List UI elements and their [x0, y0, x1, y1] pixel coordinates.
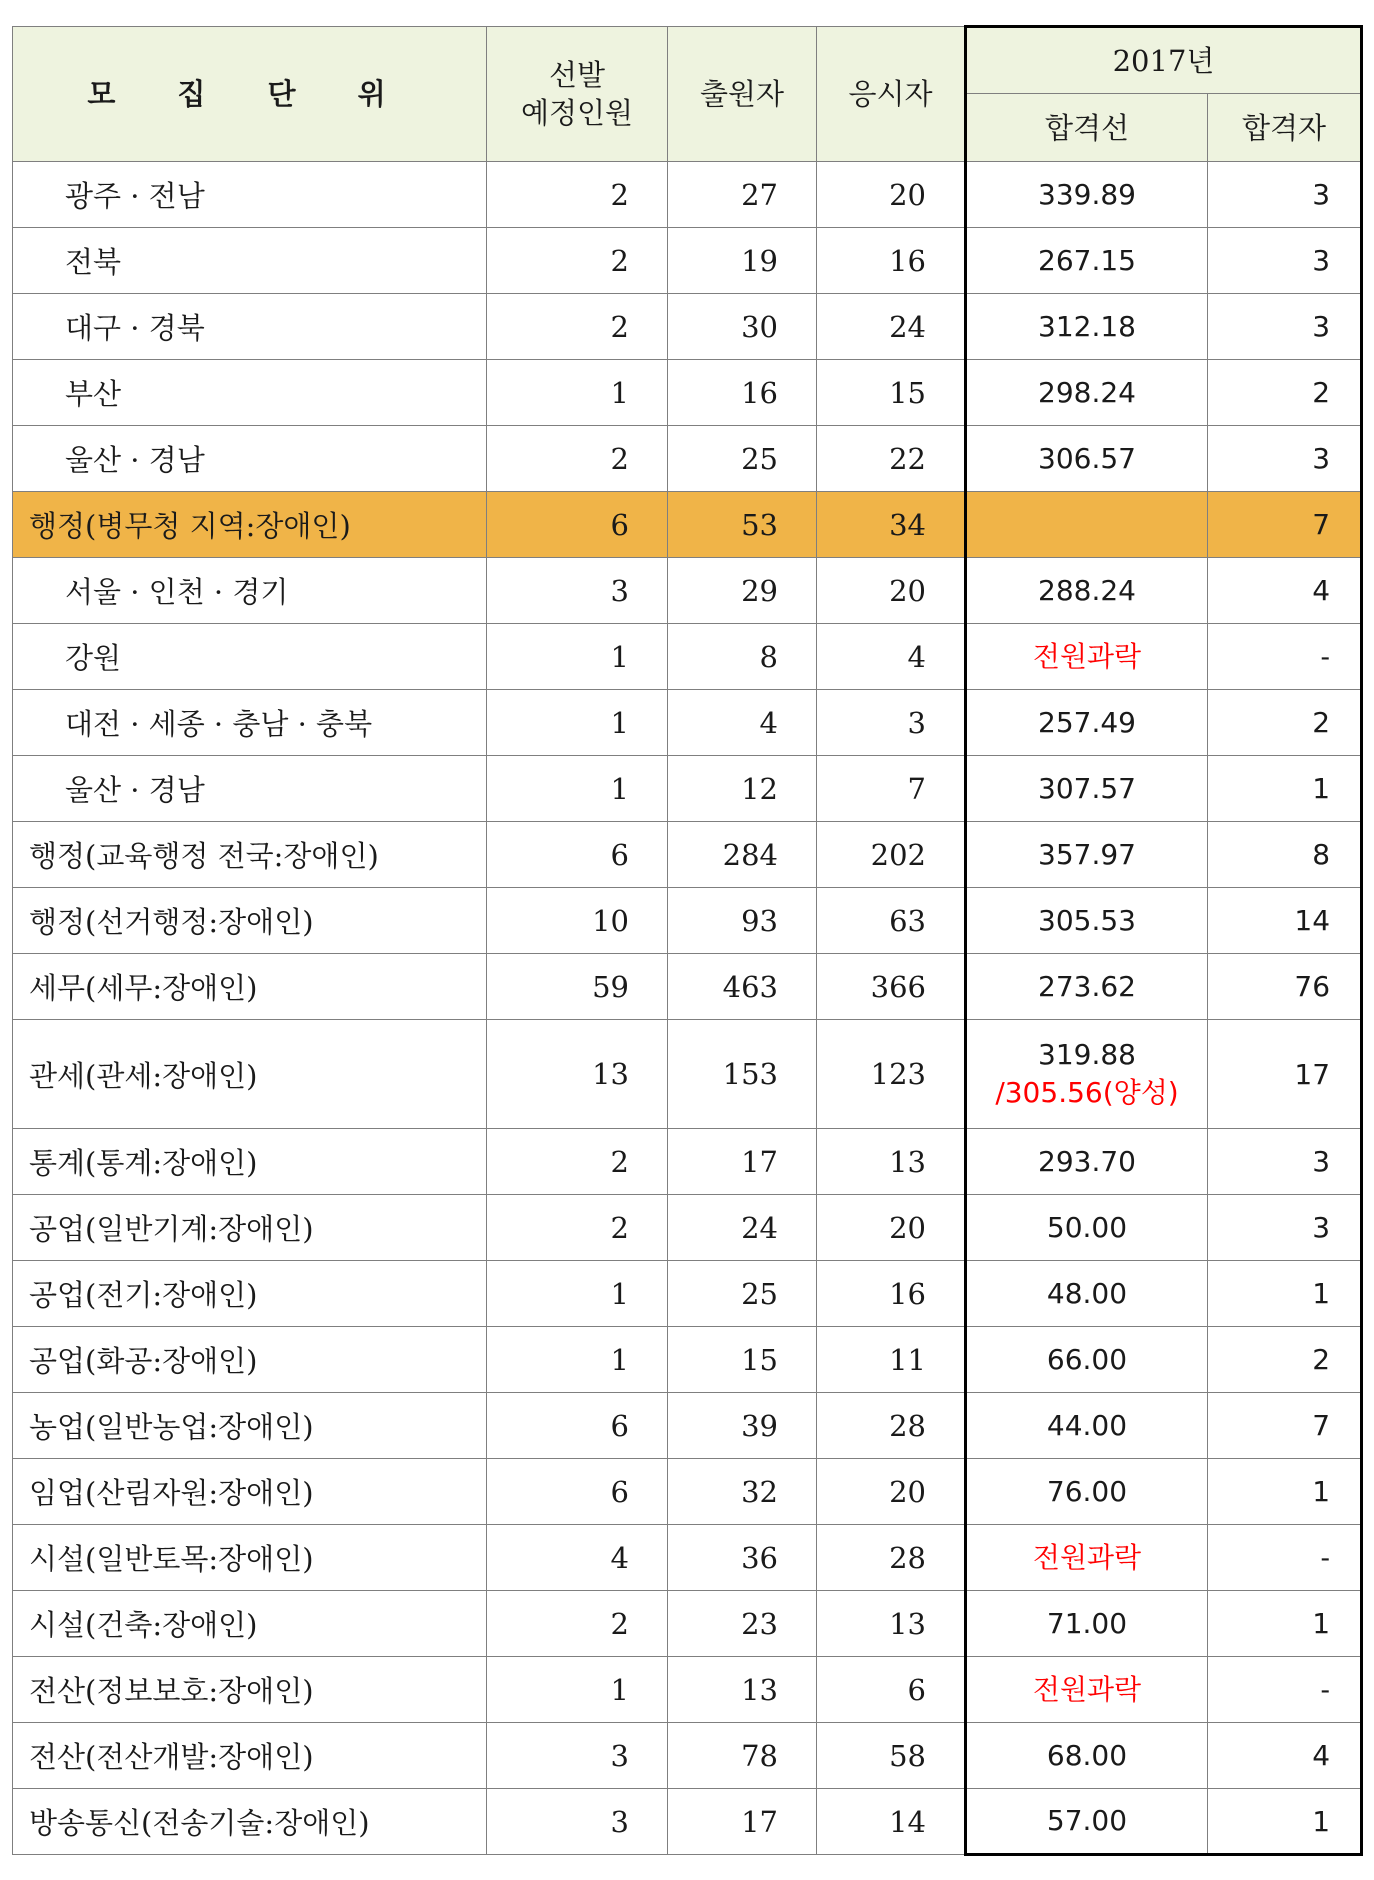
cutoff-score: [966, 822, 1208, 888]
passed-count: 2: [1208, 360, 1362, 426]
taker-count: 202: [817, 822, 966, 888]
cutoff-value: 298.24: [1038, 375, 1136, 409]
planned-count: 6: [487, 1393, 668, 1459]
cutoff-score: [966, 1195, 1208, 1261]
taker-count: 6: [817, 1657, 966, 1723]
header-planned-line2: 예정인원: [520, 96, 634, 130]
applicant-count: 17: [668, 1789, 817, 1855]
unit-name: 세무(세무:장애인): [13, 954, 487, 1020]
unit-name: 시설(일반토목:장애인): [13, 1525, 487, 1591]
applicant-count: 15: [668, 1327, 817, 1393]
passed-count: 3: [1208, 1129, 1362, 1195]
unit-name: 전산(정보보호:장애인): [13, 1657, 487, 1723]
taker-count: 28: [817, 1393, 966, 1459]
cutoff-score: [966, 1129, 1208, 1195]
taker-count: 63: [817, 888, 966, 954]
table-row: [13, 228, 1362, 294]
passed-count: 3: [1208, 1195, 1362, 1261]
cutoff-score: [966, 888, 1208, 954]
taker-count: 13: [817, 1129, 966, 1195]
unit-name: 임업(산림자원:장애인): [13, 1459, 487, 1525]
table-row: [13, 1459, 1362, 1525]
cutoff-score: [966, 1525, 1208, 1591]
unit-name: 시설(건축:장애인): [13, 1591, 487, 1657]
table-row: [13, 822, 1362, 888]
passed-count: 2: [1208, 1327, 1362, 1393]
cutoff-score: [966, 1261, 1208, 1327]
recruitment-results-table: [12, 25, 1363, 1856]
cutoff-score: [966, 162, 1208, 228]
passed-count: 17: [1208, 1020, 1362, 1129]
table-row: [13, 162, 1362, 228]
taker-count: 14: [817, 1789, 966, 1855]
table-row: [13, 294, 1362, 360]
cutoff-score: [966, 1020, 1208, 1129]
unit-name: 행정(교육행정 전국:장애인): [13, 822, 487, 888]
unit-name: 행정(선거행정:장애인): [13, 888, 487, 954]
applicant-count: 53: [668, 492, 817, 558]
cutoff-value: 68.00: [1046, 1738, 1128, 1772]
applicant-count: 39: [668, 1393, 817, 1459]
applicant-count: 93: [668, 888, 817, 954]
applicant-count: 25: [668, 1261, 817, 1327]
cutoff-score: [966, 426, 1208, 492]
cutoff-value: 57.00: [1046, 1804, 1128, 1837]
unit-name: 광주 · 전남: [13, 162, 487, 228]
planned-count: 3: [487, 558, 668, 624]
cutoff-value: 전원과락: [1032, 1672, 1142, 1706]
header-planned: [487, 27, 668, 162]
applicant-count: 24: [668, 1195, 817, 1261]
passed-count: 8: [1208, 822, 1362, 888]
header-applicants: 출원자: [668, 27, 817, 162]
cutoff-value: 273.62: [1038, 969, 1136, 1003]
planned-count: 1: [487, 1261, 668, 1327]
cutoff-value: 76.00: [1046, 1474, 1128, 1508]
header-planned-line1: 선발: [548, 58, 606, 92]
header-unit: 모 집 단 위: [13, 27, 487, 162]
results-table-container: [12, 25, 1363, 1856]
cutoff-score: [966, 360, 1208, 426]
unit-name: 통계(통계:장애인): [13, 1129, 487, 1195]
cutoff-value: 305.53: [1038, 903, 1136, 937]
table-row: [13, 1525, 1362, 1591]
cutoff-score: [966, 1393, 1208, 1459]
table-row: [13, 1591, 1362, 1657]
cutoff-extra-value: /305.56(양성): [995, 1076, 1179, 1109]
unit-name: 공업(화공:장애인): [13, 1327, 487, 1393]
passed-count: 4: [1208, 1723, 1362, 1789]
applicant-count: 19: [668, 228, 817, 294]
table-row: [13, 426, 1362, 492]
passed-count: 7: [1208, 492, 1362, 558]
passed-count: 1: [1208, 1459, 1362, 1525]
planned-count: 3: [487, 1723, 668, 1789]
cutoff-value: 전원과락: [1032, 1540, 1142, 1574]
planned-count: 1: [487, 756, 668, 822]
planned-count: 2: [487, 294, 668, 360]
applicant-count: 17: [668, 1129, 817, 1195]
unit-name: 대전 · 세종 · 충남 · 충북: [13, 690, 487, 756]
applicant-count: 463: [668, 954, 817, 1020]
cutoff-score: [966, 954, 1208, 1020]
taker-count: 366: [817, 954, 966, 1020]
planned-count: 59: [487, 954, 668, 1020]
applicant-count: 13: [668, 1657, 817, 1723]
applicant-count: 30: [668, 294, 817, 360]
table-row: [13, 756, 1362, 822]
cutoff-score: [966, 1789, 1208, 1855]
applicant-count: 12: [668, 756, 817, 822]
cutoff-value: 44.00: [1046, 1408, 1128, 1442]
cutoff-score: [966, 294, 1208, 360]
planned-count: 2: [487, 228, 668, 294]
taker-count: 13: [817, 1591, 966, 1657]
planned-count: 4: [487, 1525, 668, 1591]
taker-count: 58: [817, 1723, 966, 1789]
table-row: [13, 1327, 1362, 1393]
table-row: [13, 1129, 1362, 1195]
applicant-count: 78: [668, 1723, 817, 1789]
unit-name: 관세(관세:장애인): [13, 1020, 487, 1129]
applicant-count: 25: [668, 426, 817, 492]
table-row: [13, 888, 1362, 954]
table-row: [13, 1657, 1362, 1723]
cutoff-value: 357.97: [1038, 837, 1136, 871]
unit-name: 전산(전산개발:장애인): [13, 1723, 487, 1789]
applicant-count: 23: [668, 1591, 817, 1657]
planned-count: 2: [487, 1129, 668, 1195]
taker-count: 20: [817, 1195, 966, 1261]
header-passed: 합격자: [1208, 94, 1362, 162]
table-body: [13, 162, 1362, 1855]
passed-count: -: [1208, 1525, 1362, 1591]
passed-count: 3: [1208, 294, 1362, 360]
unit-name: 부산: [13, 360, 487, 426]
table-row: [13, 1020, 1362, 1129]
table-row: [13, 690, 1362, 756]
planned-count: 6: [487, 822, 668, 888]
planned-count: 2: [487, 162, 668, 228]
taker-count: 28: [817, 1525, 966, 1591]
cutoff-value: 267.15: [1038, 243, 1136, 277]
cutoff-score: [966, 492, 1208, 558]
taker-count: 16: [817, 228, 966, 294]
unit-name: 공업(일반기계:장애인): [13, 1195, 487, 1261]
taker-count: 4: [817, 624, 966, 690]
header-year: 2017년: [966, 27, 1362, 94]
taker-count: 24: [817, 294, 966, 360]
unit-name: 강원: [13, 624, 487, 690]
table-row: [13, 558, 1362, 624]
taker-count: 20: [817, 558, 966, 624]
cutoff-score: [966, 1327, 1208, 1393]
applicant-count: 284: [668, 822, 817, 888]
applicant-count: 153: [668, 1020, 817, 1129]
planned-count: 10: [487, 888, 668, 954]
cutoff-value: 339.89: [1038, 177, 1136, 211]
cutoff-value: 257.49: [1038, 705, 1136, 739]
passed-count: -: [1208, 1657, 1362, 1723]
applicant-count: 32: [668, 1459, 817, 1525]
cutoff-score: [966, 1657, 1208, 1723]
planned-count: 6: [487, 1459, 668, 1525]
header-row: [13, 27, 1362, 94]
applicant-count: 8: [668, 624, 817, 690]
planned-count: 3: [487, 1789, 668, 1855]
header-cutoff: 합격선: [966, 94, 1208, 162]
table-row: [13, 1261, 1362, 1327]
passed-count: 3: [1208, 162, 1362, 228]
passed-count: 4: [1208, 558, 1362, 624]
taker-count: 34: [817, 492, 966, 558]
cutoff-score: [966, 228, 1208, 294]
cutoff-value: 66.00: [1046, 1342, 1128, 1376]
taker-count: 20: [817, 162, 966, 228]
passed-count: 14: [1208, 888, 1362, 954]
cutoff-score: [966, 756, 1208, 822]
unit-name: 공업(전기:장애인): [13, 1261, 487, 1327]
applicant-count: 29: [668, 558, 817, 624]
cutoff-value: 71.00: [1046, 1606, 1128, 1640]
unit-name: 행정(병무청 지역:장애인): [13, 492, 487, 558]
passed-count: -: [1208, 624, 1362, 690]
cutoff-value: 307.57: [1038, 771, 1136, 805]
table-row: [13, 1723, 1362, 1789]
planned-count: 1: [487, 690, 668, 756]
unit-name: 대구 · 경북: [13, 294, 487, 360]
cutoff-score: [966, 1723, 1208, 1789]
cutoff-value: 293.70: [1038, 1144, 1136, 1178]
cutoff-score: [966, 690, 1208, 756]
table-row: [13, 1393, 1362, 1459]
planned-count: 2: [487, 1591, 668, 1657]
taker-count: 16: [817, 1261, 966, 1327]
passed-count: 1: [1208, 1789, 1362, 1855]
planned-count: 1: [487, 1657, 668, 1723]
planned-count: 13: [487, 1020, 668, 1129]
table-row: [13, 624, 1362, 690]
cutoff-value: 312.18: [1038, 309, 1136, 343]
table-row: [13, 492, 1362, 558]
cutoff-score: [966, 558, 1208, 624]
taker-count: 22: [817, 426, 966, 492]
unit-name: 방송통신(전송기술:장애인): [13, 1789, 487, 1855]
applicant-count: 27: [668, 162, 817, 228]
passed-count: 1: [1208, 756, 1362, 822]
table-row: [13, 954, 1362, 1020]
taker-count: 11: [817, 1327, 966, 1393]
taker-count: 3: [817, 690, 966, 756]
taker-count: 7: [817, 756, 966, 822]
cutoff-score: [966, 1459, 1208, 1525]
passed-count: 1: [1208, 1591, 1362, 1657]
applicant-count: 36: [668, 1525, 817, 1591]
applicant-count: 4: [668, 690, 817, 756]
cutoff-value: 319.88: [1038, 1038, 1136, 1071]
planned-count: 6: [487, 492, 668, 558]
planned-count: 1: [487, 360, 668, 426]
passed-count: 3: [1208, 426, 1362, 492]
passed-count: 76: [1208, 954, 1362, 1020]
cutoff-score: [966, 1591, 1208, 1657]
planned-count: 1: [487, 1327, 668, 1393]
planned-count: 2: [487, 1195, 668, 1261]
cutoff-value: 50.00: [1046, 1210, 1128, 1244]
unit-name: 농업(일반농업:장애인): [13, 1393, 487, 1459]
planned-count: 2: [487, 426, 668, 492]
unit-name: 울산 · 경남: [13, 426, 487, 492]
table-row: [13, 1195, 1362, 1261]
table-row: [13, 360, 1362, 426]
taker-count: 20: [817, 1459, 966, 1525]
cutoff-value: 306.57: [1038, 441, 1136, 475]
header-takers: 응시자: [817, 27, 966, 162]
cutoff-value: 전원과락: [1032, 639, 1142, 673]
taker-count: 123: [817, 1020, 966, 1129]
table-row: [13, 1789, 1362, 1855]
passed-count: 2: [1208, 690, 1362, 756]
cutoff-score: [966, 624, 1208, 690]
planned-count: 1: [487, 624, 668, 690]
applicant-count: 16: [668, 360, 817, 426]
unit-name: 울산 · 경남: [13, 756, 487, 822]
passed-count: 3: [1208, 228, 1362, 294]
cutoff-value: 48.00: [1046, 1276, 1128, 1310]
passed-count: 7: [1208, 1393, 1362, 1459]
taker-count: 15: [817, 360, 966, 426]
cutoff-value: 288.24: [1038, 573, 1136, 607]
unit-name: 전북: [13, 228, 487, 294]
unit-name: 서울 · 인천 · 경기: [13, 558, 487, 624]
passed-count: 1: [1208, 1261, 1362, 1327]
